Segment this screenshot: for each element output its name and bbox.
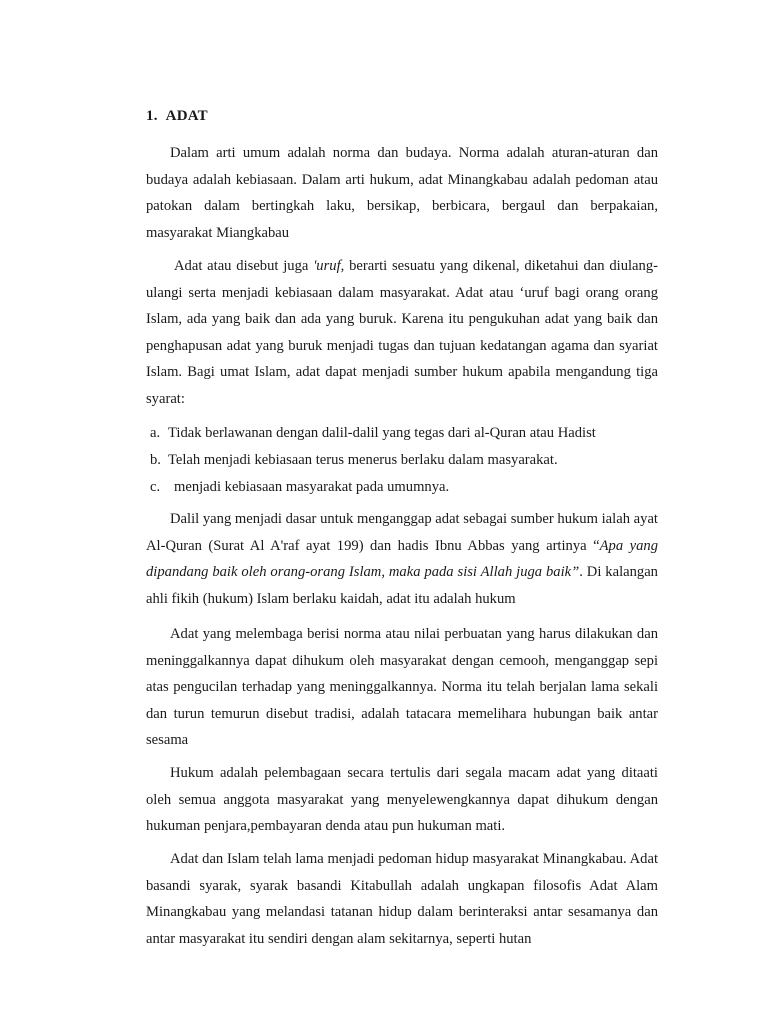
list-item-text: Telah menjadi kebiasaan terus menerus berlaku dalam masyarakat.: [168, 452, 558, 468]
paragraph-uruf-rest: berarti sesuatu yang dikenal, diketahui dan diulang-ulangi serta menjadi kebiasaan dalam masyarakat. Adat atau ‘uruf bagi orang orang Islam, ada yang baik dan ada yang buruk. Karena itu pengukuhan adat yang baik dan penghapusan adat yang buruk menjadi tugas dan tujuan kedatangan agama dan syariat Islam. Bagi umat Islam, adat dapat menjadi sumber hukum apabila mengandung tiga syarat:: [146, 258, 658, 407]
list-marker: c.: [150, 479, 161, 495]
paragraph-uruf: [146, 253, 658, 412]
paragraph-adat-islam: Adat dan Islam telah lama menjadi pedoman hidup masyarakat Minangkabau. Adat basandi syarak, syarak basandi Kitabullah adalah ungkapan filosofis Adat Alam Minangkabau yang melandasi tatanan hidup dalam berinteraksi antar sesamanya dan antar masyarakat itu sendiri dengan alam sekitarnya, seperti hutan: [146, 851, 658, 947]
paragraph-adat-melembaga: Adat yang melembaga berisi norma atau nilai perbuatan yang harus dilakukan dan meninggalkannya dapat dihukum oleh masyarakat dengan cemooh, menganggap sepi atas pengucilan terhadap yang meninggalkannya. Norma itu telah berjalan lama sekali dan turun temurun disebut tradisi, adalah tatacara memelihara hubungan baik antar sesama: [146, 626, 658, 748]
list-item-text: menjadi kebiasaan masyarakat pada umumnya.: [174, 479, 450, 495]
list-item: [146, 447, 666, 474]
list-marker: a.: [150, 425, 161, 441]
list-marker: b.: [150, 452, 161, 468]
paragraph-dalil: [146, 506, 658, 612]
paragraph-dalil-start: Dalil yang menjadi dasar untuk menganggap adat sebagai sumber hukum ialah ayat Al-Quran (Surat Al A'raf ayat 199) dan hadis Ibnu Abbas yang artinya “: [146, 511, 658, 554]
list-item: [146, 474, 666, 501]
paragraph-uruf-italic: 'uruf,: [313, 258, 345, 274]
section-number: 1.: [146, 108, 158, 124]
paragraph-definition: Dalam arti umum adalah norma dan budaya. Norma adalah aturan-aturan dan budaya adalah kebiasaan. Dalam arti hukum, adat Minangkabau adalah pedoman atau patokan dalam bertingkah laku, bersikap, berbicara, bergaul dan berpakaian, masyarakat Miangkabau: [146, 145, 658, 241]
list-item-text: Tidak berlawanan dengan dalil-dalil yang tegas dari al-Quran atau Hadist: [168, 425, 596, 441]
paragraph-dalil-italic: Apa yang dipandang baik oleh orang-orang Islam, maka pada sisi Allah juga baik”: [146, 537, 658, 580]
list-item: [146, 420, 666, 447]
conditions-list: [146, 420, 666, 501]
section-title: ADAT: [165, 108, 208, 124]
paragraph-hukum: Hukum adalah pelembagaan secara tertulis dari segala macam adat yang ditaati oleh semua anggota masyarakat yang menyelewengkannya dapat dihukum dengan hukuman penjara,pembayaran denda atau pun hukuman mati.: [146, 765, 658, 834]
section-heading: [146, 108, 208, 125]
paragraph-dalil-rest: . Di kalangan ahli fikih (hukum) Islam berlaku kaidah, adat itu adalah hukum: [146, 564, 658, 607]
paragraph-uruf-start: Adat atau disebut juga: [174, 258, 314, 274]
